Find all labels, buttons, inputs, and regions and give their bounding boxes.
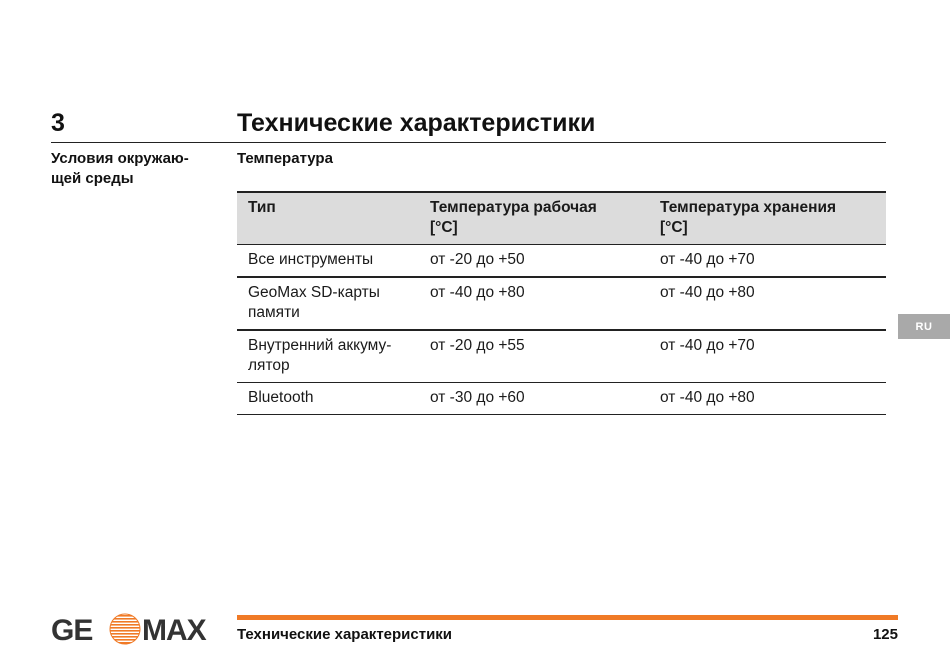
row-storage: от -40 до +80 [649, 277, 886, 330]
side-label: Условия окружаю- щей среды [51, 150, 189, 187]
row-storage: от -40 до +70 [649, 330, 886, 383]
table-header-row [237, 192, 886, 245]
row-operating: от -20 до +55 [419, 330, 649, 383]
title-divider [51, 142, 886, 143]
chapter-number: 3 [51, 109, 65, 137]
language-tab[interactable]: RU [898, 314, 950, 339]
row-type: GeoMax SD-карты памяти [237, 277, 419, 330]
temperature-table [237, 191, 886, 415]
page-number: 125 [872, 626, 898, 643]
header-storage-temp: Температура хранения [°C] [649, 192, 886, 245]
row-operating: от -40 до +80 [419, 277, 649, 330]
table-row [237, 383, 886, 415]
row-storage: от -40 до +70 [649, 245, 886, 278]
row-type: Внутренний аккуму- лятор [237, 330, 419, 383]
geomax-logo [51, 612, 221, 646]
header-operating-temp: Температура рабочая [°C] [419, 192, 649, 245]
row-operating: от -20 до +50 [419, 245, 649, 278]
table-row [237, 277, 886, 330]
table-row [237, 245, 886, 278]
section-title: Температура [237, 150, 333, 167]
chapter-title: Технические характеристики [237, 109, 596, 137]
logo-text-right: MAX [142, 614, 206, 646]
footer-title: Технические характеристики [237, 626, 453, 643]
row-storage: от -40 до +80 [649, 383, 886, 415]
row-type: Bluetooth [237, 383, 419, 415]
logo-text-left: GE [51, 614, 93, 646]
header-type: Тип [237, 192, 419, 245]
footer-accent-bar [237, 615, 898, 620]
row-operating: от -30 до +60 [419, 383, 649, 415]
row-type: Все инструменты [237, 245, 419, 278]
table-row [237, 330, 886, 383]
